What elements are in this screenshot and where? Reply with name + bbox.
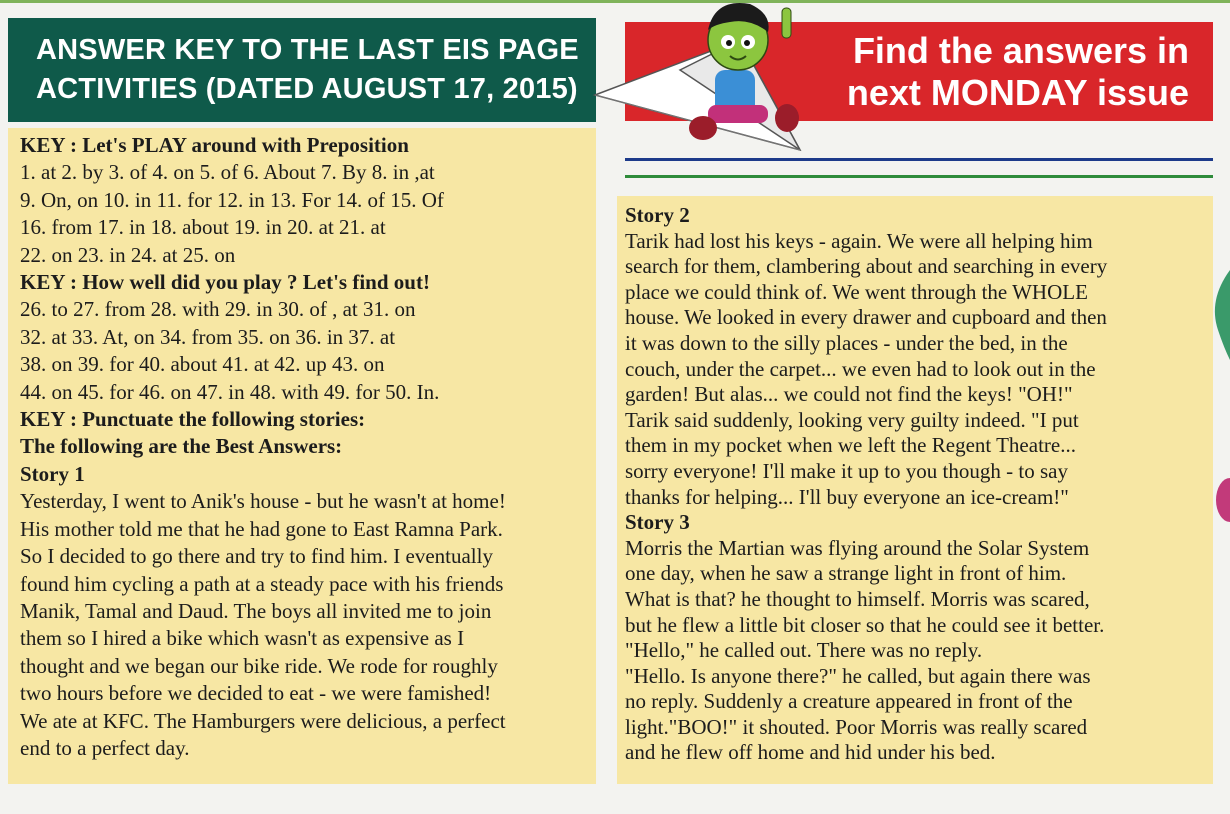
story-line: Manik, Tamal and Daud. The boys all invited me to join [20, 598, 492, 623]
answer-line: 22. on 23. in 24. at 25. on [20, 242, 236, 267]
story-line: and he flew off home and hid under his bed. [625, 740, 996, 765]
key-punctuate-heading: KEY : Punctuate the following stories: [20, 407, 366, 432]
best-answers-subheading: The following are the Best Answers: [20, 434, 343, 459]
leaf-decoration [1208, 270, 1230, 360]
stories-panel [617, 196, 1213, 784]
story-line: Morris the Martian was flying around the Solar System [625, 535, 1090, 560]
story-line: two hours before we decided to eat - we were famished! [20, 681, 492, 706]
story-line: garden! But alas... we could not find the keys! "OH!" [625, 382, 1073, 407]
answer-line: 32. at 33. At, on 34. from 35. on 36. in 37. at [20, 324, 396, 349]
flower-decoration [1212, 470, 1230, 540]
story-line: it was down to the silly places - under the bed, in the [625, 330, 1068, 355]
story-line: but he flew a little bit closer so that he could see it better. [625, 612, 1105, 637]
answer-line: 44. on 45. for 46. on 47. in 48. with 49. for 50. In. [20, 379, 440, 404]
answer-line: 16. from 17. in 18. about 19. in 20. at 21. at [20, 215, 386, 240]
story-line: Tarik had lost his keys - again. We were all helping him [625, 228, 1093, 253]
story-line: Yesterday, I went to Anik's house - but he wasn't at home! [20, 489, 506, 514]
answer-line: 9. On, on 10. in 11. for 12. in 13. For 14. of 15. Of [20, 187, 444, 212]
story-line: found him cycling a path at a steady pace with his friends [20, 571, 504, 596]
story-line: no reply. Suddenly a creature appeared in front of the [625, 689, 1073, 714]
story-1-text [20, 488, 596, 762]
story-line: place we could think of. We went through the WHOLE [625, 279, 1088, 304]
story-line: What is that? he thought to himself. Morris was scared, [625, 586, 1090, 611]
banner-title-line-1: ANSWER KEY TO THE LAST EIS PAGE [36, 34, 579, 66]
key-preposition-heading: KEY : Let's PLAY around with Preposition [20, 133, 409, 157]
banner-title-line-2: ACTIVITIES (DATED AUGUST 17, 2015) [36, 73, 578, 105]
story-line: thanks for helping... I'll buy everyone an ice-cream!" [625, 484, 1069, 509]
answer-key-banner [8, 18, 596, 122]
story-line: "Hello," he called out. There was no reply. [625, 638, 983, 663]
answer-line: 26. to 27. from 28. with 29. in 30. of , at 31. on [20, 297, 416, 322]
story-line: Tarik said suddenly, looking very guilty indeed. "I put [625, 407, 1079, 432]
find-answers-line-2: next MONDAY issue [846, 72, 1189, 113]
story-line: search for them, clambering about and searching in every [625, 254, 1108, 279]
story-line: end to a perfect day. [20, 735, 190, 760]
story-line: couch, under the carpet... we even had to look out in the [625, 356, 1096, 381]
boy-on-paper-plane-illustration [590, 0, 820, 160]
story-line: them in my pocket when we left the Regent Theatre... [625, 433, 1076, 458]
answer-line: 1. at 2. by 3. of 4. on 5. of 6. About 7. By 8. in ,at [20, 160, 435, 185]
answer-key-panel [8, 128, 596, 784]
answer-line: 38. on 39. for 40. about 41. at 42. up 43. on [20, 352, 385, 377]
story-line: His mother told me that he had gone to East Ramna Park. [20, 516, 503, 541]
story-line: We ate at KFC. The Hamburgers were delicious, a perfect [20, 708, 506, 733]
divider-rules [625, 158, 1213, 178]
story-line: sorry everyone! I'll make it up to you though - to say [625, 458, 1068, 483]
story-line: thought and we began our bike ride. We rode for roughly [20, 653, 498, 678]
find-answers-line-1: Find the answers in [852, 30, 1189, 71]
story-2-title: Story 2 [625, 203, 690, 227]
story-1-title: Story 1 [20, 461, 85, 486]
key-how-well-heading: KEY : How well did you play ? Let's find out! [20, 270, 430, 295]
story-3-title: Story 3 [625, 510, 690, 535]
story-line: one day, when he saw a strange light in front of him. [625, 561, 1067, 586]
story-line: light."BOO!" it shouted. Poor Morris was really scared [625, 714, 1088, 739]
story-line: So I decided to go there and try to find him. I eventually [20, 544, 493, 569]
story-line: "Hello. Is anyone there?" he called, but again there was [625, 663, 1091, 688]
story-line: house. We looked in every drawer and cupboard and then [625, 305, 1107, 330]
story-line: them so I hired a bike which wasn't as expensive as I [20, 626, 465, 651]
